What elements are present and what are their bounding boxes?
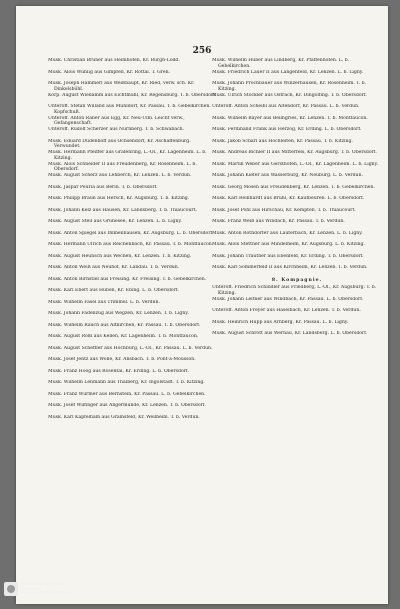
list-item: Musk. Johann Prochbauer aus Winzerhausen, Kr. Rosenheim. T. b. Kitzing. xyxy=(212,81,366,92)
list-item: Musk. Andreas Bichler II aus Mitterfels, Kr. Augsburg. T. b. Obersdorf. xyxy=(212,150,377,155)
section-heading: 8. Kompagnie. xyxy=(271,277,323,283)
list-item: Musk. Anton Spiegel aus Immenhausen, Kr. Augsburg. L. b. Obersdorf. xyxy=(48,230,214,236)
list-item: Musk. Philipp Braun aus Hersch, Kr. Augsburg. T. b. Kitzing. xyxy=(48,196,190,201)
list-item: Musk. Wilhelm Lehmann aus Thalberg, Kr. Ingolstadt. T. b. Kitzing. xyxy=(48,380,205,385)
logo-line: UB Heidelberg Bildarchiv xyxy=(20,590,70,596)
list-item: Musk. Hermann Pfeiffer aus Grafenring, L.-Ol., Kr. Lagenheim. L. b. Kitzing. xyxy=(48,150,207,161)
list-item: Musk. Wilhelm Fasel aus Trimmel. L. b. Verdun. xyxy=(48,299,160,305)
list-item: Musk. August Scherz aus Lehberch, Kr. Lenzen. L. b. Verdun. xyxy=(48,173,192,178)
logo-text xyxy=(20,582,70,596)
list-item: Musk. Alois Wühlig aus Gimpfen, Kr. Rottal. T. Gren. xyxy=(48,69,171,75)
library-logo xyxy=(4,577,76,601)
list-item: Musk. Eduard Dudenhoff aus Ochsendorf, Kr. Aschaffenburg. Verwundet. xyxy=(48,138,191,150)
list-item: Musk. Wilhelm Rauch aus Altkirchen, Kr. Passau. T. b. Obersdorf. xyxy=(48,322,201,328)
list-item: Unteroff. Anton Freyer aus Haselbach, Kr. Lenzen. T. b. Verdun. xyxy=(212,308,361,313)
list-item: Unteroff. Rudolf Scherzer aus Nürnberg. T. b. Schwabach. xyxy=(48,127,185,132)
library-emblem-icon xyxy=(4,582,18,596)
list-item: Musk. Josef Jentz aus Wölle, Kr. Ansbach. T. b. Pont-à-Mousson. xyxy=(48,357,196,362)
list-item: Musk. Josef Wilfinger aus Angermünde, Kr. Lenzen. T. b. Obersdorf. xyxy=(48,403,206,408)
list-item: Musk. August Steil aus Grünesee, Kr. Lenzen. L. b. Ligny. xyxy=(48,219,182,224)
list-item: Musk. Franz Würmer aus Bernstein, Kr. Passau. L. b. Gebelkirchen. xyxy=(48,391,206,397)
list-item: Musk. Anton Birnstiel aus Freising. Kr. Freising. T. b. Gebelkirchen. xyxy=(48,276,207,282)
list-item: Musk. Johann Leitner aus Windbach, Kr. Passau. L. b. Obersdorf. xyxy=(212,296,364,302)
list-item: Musk. Ulrich Stöckler aus Ostrach, Kr. Dingolfing. T. b. Obersdorf. xyxy=(212,92,367,98)
list-item: Musk. Alois Stettner aus Mindelheim, Kr. Augsburg. L. b. Kitzing. xyxy=(212,242,365,247)
list-item: Musk. Wilhelm Bayer aus Beilngries, Kr. Lenzen. T. b. Montfaucon. xyxy=(212,115,368,121)
list-item: Musk. August Rößl aus Kellen, Kr. Lagenheim. T. b. Montfaucon. xyxy=(48,334,199,339)
document-page xyxy=(16,6,388,604)
list-item: Musk. Heinrich Hupp aus Arnberg, Kr. Passau. L. b. Ligny. xyxy=(212,319,349,325)
right-column xyxy=(212,58,382,343)
list-item: Musk. Hermann Ulrich aus Reichenbach, Kr. Passau. T. b. Montfaucon. xyxy=(48,242,214,247)
page-number: 256 xyxy=(192,46,212,56)
logo-line: heidelberg xyxy=(20,585,42,591)
list-item: Musk. Jakob Scharl aus Hochleiten, Kr. Passau. T. b. Kitzing. xyxy=(212,138,353,144)
list-item: Musk. August Heunsch aus Wechen, Kr. Lenzen. T. b. Kitzing. xyxy=(48,253,192,259)
list-item: Musk. Johann Kiefer aus Wasserburg, Kr. Neuburg. L. b. Verdun. xyxy=(212,173,363,178)
list-item: Musk. Anton Weiß aus Neuhof, Kr. Landau. T. b. Verdun. xyxy=(48,265,180,270)
list-item: Unteroff. Anton Scheibl aus Altendorf, Kr. Passau. L. b. Verdun. xyxy=(212,104,360,109)
list-item: Unteroff. Anton Raber aus Egg, Kr. Neu-Ulm. Leicht verw., Gefangenschaft. xyxy=(48,115,185,127)
list-item: Musk. Karl Sommerfeld II aus Kirchheim, Kr. Lenzen. T. b. Verdun. xyxy=(212,265,368,270)
list-item: Musk. Georg Mosen aus Freudenberg, Kr. Lenzen. T. b. Gebelkirchen. xyxy=(212,184,375,190)
list-item: Musk. Josef Pohl aus Hirschau, Kr. Kempten. T. b. Thiaucourt. xyxy=(212,207,356,213)
list-item: Musk. Wilhelm Huber aus Lindberg, Kr. Pfaffenhofen. L. b. Gebelkirchen. xyxy=(212,58,350,69)
list-item: Musk. Karl Reinhardt aus Brühl, Kr. Kaufbeuren. L. b. Obersdorf. xyxy=(212,196,365,201)
list-item: Unteroff. Friedrich Schindler aus Friedberg, L.-Ol., Kr. Augsburg. T. b. Kitzing. xyxy=(212,285,377,296)
left-column xyxy=(48,58,218,426)
list-item: Unteroff. Stefan Willand aus Mühldorf, Kr. Passau. T. b. Gebelkirchen. Kopfschuß. xyxy=(48,104,211,115)
list-item: Musk. Ferdinand Frank aus Herzog, Kr. Erding. L. b. Obersdorf. xyxy=(212,127,362,132)
list-item: Musk. August Schrott aus Wernau, Kr. Landsberg. L. b. Obersdorf. xyxy=(212,331,368,336)
list-item: Musk. Karl Ebert aus Huben, Kr. Ebing. L. b. Obersdorf. xyxy=(48,288,179,293)
list-item: Korp. August Wiedamm aus Eichtmühl, Kr. Regensburg. T. b. Obersdorf. xyxy=(48,92,217,98)
list-item: Musk. August Scheffler aus Hochburg, L.-Ol., Kr. Passau. L. b. Verdun. xyxy=(48,345,213,351)
list-item: Musk. Johann Kelz aus Hausen, Kr. Landsberg. T. b. Thiaucourt. xyxy=(48,207,197,213)
list-item: Musk. Karl Kapfelham aus Gramsfeld, Kr. Weilheim. T. b. Verdun. xyxy=(48,414,200,420)
list-item: Musk. Anton Rothdorfer aus Lauterbach, Kr. Lenzen. L. b. Ligny. xyxy=(212,230,363,236)
list-item: Musk. Friedrich Lauer II aus Langenfeld, Kr. Lenzen. L. b. Ligny. xyxy=(212,69,364,75)
list-item: Musk. Alois Schneider II aus Freudenberg, Kr. Rosenheim. L. b. Obersdorf. xyxy=(48,161,197,173)
list-item: Musk. Joseph Hammerl aus Weißhaupt, Kr. Ried, verw. sch. Kr. Dinkelsbühl. xyxy=(48,81,195,92)
list-item: Musk. Franz Hoog aus Rosental, Kr. Erding. L. b. Obersdorf. xyxy=(48,368,189,374)
list-item: Musk. Johann Trautner aus Ebenfeld, Kr. Erding. T. b. Obersdorf. xyxy=(212,253,364,259)
list-item: Musk. Christian Bruner aus Heimhofen, Kr. Burgh-Lodd. xyxy=(48,58,180,63)
list-item: Musk. Martin Weber aus Gersthofen, L.-Ol., Kr. Lagenheim. L. b. Ligny. xyxy=(212,161,379,167)
list-item: Musk. Jaspar Peuria aus Berin. T. b. Obersdorf. xyxy=(48,184,158,190)
logo-line: universitäts bibliothek xyxy=(20,580,65,586)
list-item: Musk. Franz Weiß aus Windach, Kr. Passau. T. b. Verdun. xyxy=(212,219,345,224)
list-item: Musk. Johann Fadenzug aus Wegzen, Kr. Lenzen. T. b. Ligny. xyxy=(48,311,189,316)
